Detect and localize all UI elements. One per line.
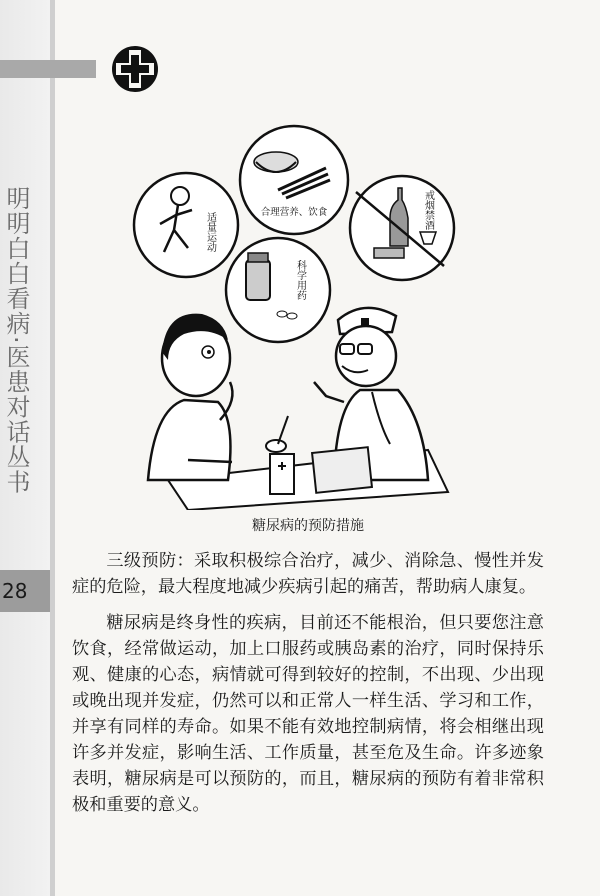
smoke-alcohol-bubble (350, 176, 454, 280)
figure-caption: 糖尿病的预防措施 (252, 518, 364, 534)
patient-figure (148, 314, 232, 480)
medical-cross-icon (110, 44, 160, 94)
label-diet: 合理营养、饮食 (260, 207, 328, 218)
series-title: 明明白白看病·医患对话丛书 (2, 186, 30, 495)
prevention-illustration (128, 120, 460, 510)
diet-bubble (240, 126, 348, 234)
paragraph: 三级预防：采取积极综合治疗，减少、消除急、慢性并发症的危险，最大程度地减少疾病引起的痛苦，帮助病人康复。 (72, 551, 544, 597)
label-exercise: 适量运动 (204, 212, 216, 252)
label-smoke-alcohol: 戒烟禁酒 (422, 190, 434, 230)
medicine-bubble (226, 238, 330, 342)
header-strip (0, 60, 96, 78)
label-medicine: 科学用药 (294, 260, 306, 300)
body-text (72, 548, 544, 828)
exercise-bubble (134, 173, 238, 277)
page-number: 28 (0, 570, 50, 612)
paragraph: 糖尿病是终身性的疾病，目前还不能根治，但只要您注意饮食，经常做运动，加上口服药或胰岛素的治疗，同时保持乐观、健康的心态，病情就可得到较好的控制，不出现、少出现或晚出现并发症，仍然可以和正常人一样生活、学习和工作，并享有同样的寿命。如果不能有效地控制病情，将会相继出现许多并发症，影响生活、工作质量，甚至危及生命。许多迹象表明，糖尿病是可以预防的，而且，糖尿病的预防有着非常积极和重要的意义。 (72, 613, 544, 815)
